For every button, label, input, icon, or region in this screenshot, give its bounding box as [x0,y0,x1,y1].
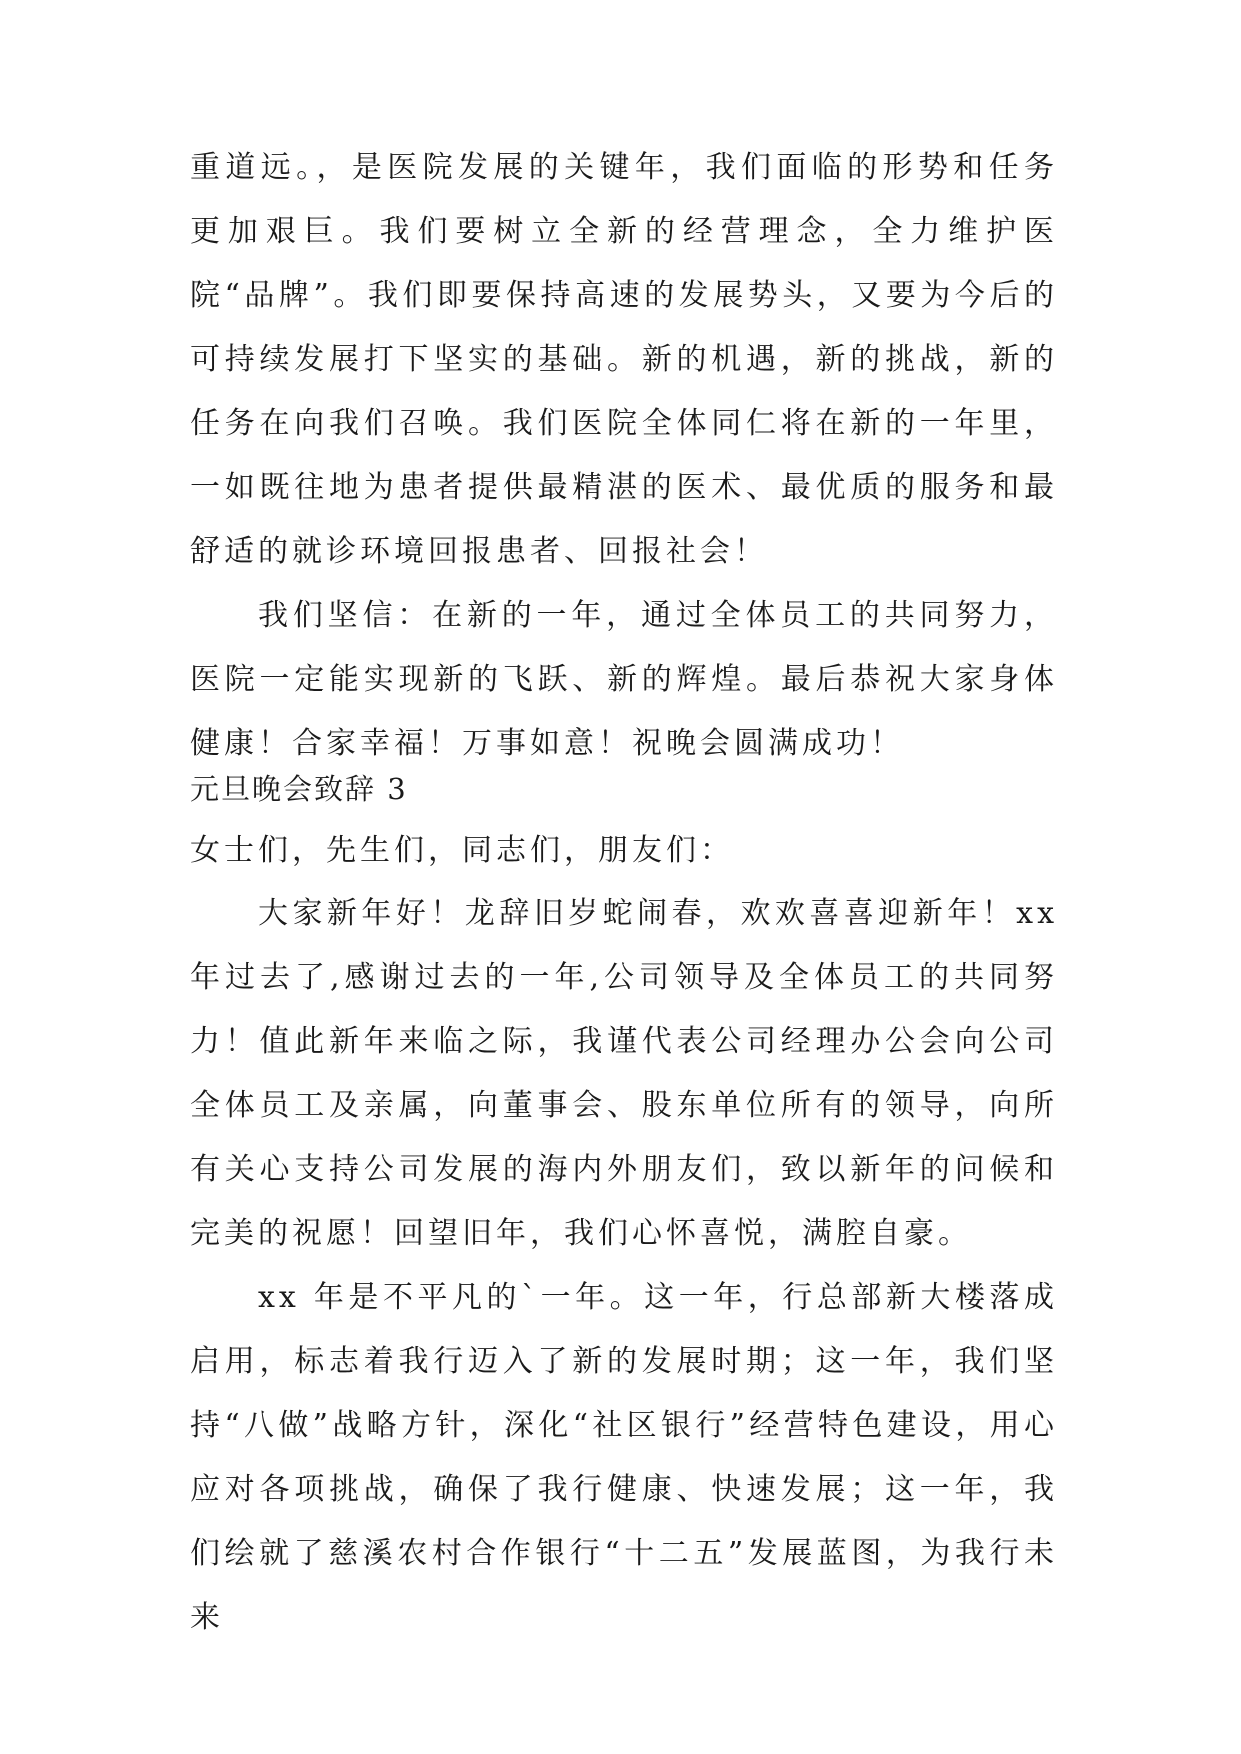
section-a [190,136,1058,776]
paragraph: 大家新年好！龙辞旧岁蛇闹春，欢欢喜喜迎新年！xx 年过去了,感谢过去的一年,公司领导及全体员工的共同努力！值此新年来临之际，我谨代表公司经理办公会向公司全体员工及亲属，向董事会、股东单位所有的领导，向所有关心支持公司发展的海内外朋友们，致以新年的问候和完美的祝愿！回望旧年，我们心怀喜悦，满腔自豪。 [190,896,1058,1251]
paragraph: 我们坚信：在新的一年，通过全体员工的共同努力，医院一定能实现新的飞跃、新的辉煌。最后恭祝大家身体健康！合家幸福！万事如意！祝晚会圆满成功！ [190,598,1058,761]
section-b [190,758,1058,1650]
paragraph: xx 年是不平凡的`一年。这一年，行总部新大楼落成启用，标志着我行迈入了新的发展时期；这一年，我们坚持“八做”战略方针，深化“社区银行”经营特色建设，用心应对各项挑战，确保了我行健康、快速发展；这一年，我们绘就了慈溪农村合作银行“十二五”发展蓝图，为我行未来 [190,1280,1058,1635]
section-title: 元旦晚会致辞 3 [190,772,408,806]
salutation: 女士们，先生们，同志们，朋友们： [190,833,734,868]
paragraph: 重道远。，是医院发展的关键年，我们面临的形势和任务更加艰巨。我们要树立全新的经营理念，全力维护医院“品牌”。我们即要保持高速的发展势头，又要为今后的可持续发展打下坚实的基础。新的机遇，新的挑战，新的任务在向我们召唤。我们医院全体同仁将在新的一年里，一如既往地为患者提供最精湛的医术、最优质的服务和最舒适的就诊环境回报患者、回报社会！ [190,150,1058,569]
